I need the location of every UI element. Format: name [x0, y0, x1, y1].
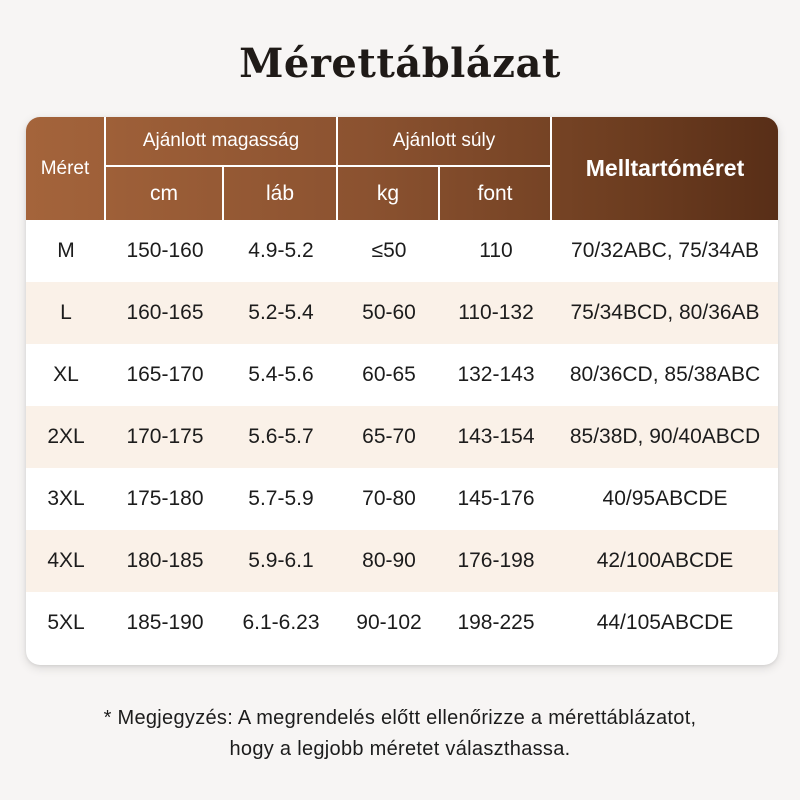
- table-row: [26, 592, 778, 654]
- divider: [336, 117, 338, 220]
- table-row: [26, 468, 778, 530]
- cell-bra-size: 44/105ABCDE: [596, 611, 734, 634]
- cell-height-ft: 6.1-6.23: [242, 611, 320, 634]
- table-row: [26, 220, 778, 282]
- cell-bra-size: 70/32ABC, 75/34AB: [571, 239, 759, 262]
- header-weight-lb: font: [477, 181, 513, 205]
- divider: [104, 117, 106, 220]
- cell-bra-size: 85/38D, 90/40ABCD: [569, 425, 761, 448]
- cell-height-cm: 170-175: [126, 425, 204, 448]
- cell-height-ft: 5.2-5.4: [248, 301, 314, 324]
- cell-bra-size: 75/34BCD, 80/36AB: [570, 301, 760, 324]
- cell-weight-lb: 198-225: [457, 611, 535, 634]
- header-weight-group: Ajánlott súly: [392, 130, 496, 151]
- cell-height-cm: 150-160: [126, 239, 204, 262]
- header-height-cm: cm: [150, 181, 178, 205]
- cell-size: XL: [53, 363, 79, 386]
- cell-weight-lb: 110: [479, 239, 513, 262]
- cell-height-ft: 5.4-5.6: [248, 363, 314, 386]
- table-header: [26, 117, 778, 220]
- table-row: [26, 282, 778, 344]
- cell-height-ft: 5.6-5.7: [248, 425, 314, 448]
- header-height-group: Ajánlott magasság: [142, 130, 300, 151]
- cell-size: 2XL: [47, 425, 85, 448]
- cell-height-ft: 5.9-6.1: [248, 549, 314, 572]
- cell-weight-kg: ≤50: [371, 239, 407, 262]
- cell-weight-lb: 132-143: [457, 363, 535, 386]
- header-bra: Melltartóméret: [585, 155, 745, 181]
- cell-weight-kg: 50-60: [362, 301, 416, 324]
- cell-weight-kg: 80-90: [362, 549, 416, 572]
- cell-bra-size: 80/36CD, 85/38ABC: [569, 363, 761, 386]
- cell-size: L: [60, 301, 72, 324]
- cell-weight-lb: 143-154: [457, 425, 535, 448]
- cell-weight-kg: 65-70: [362, 425, 416, 448]
- cell-weight-kg: 70-80: [362, 487, 416, 510]
- cell-size: 3XL: [47, 487, 85, 510]
- header-size: Méret: [40, 157, 90, 179]
- footnote: [0, 703, 800, 765]
- divider: [106, 165, 550, 167]
- cell-bra-size: 42/100ABCDE: [596, 549, 734, 572]
- table-row: [26, 344, 778, 406]
- divider: [222, 167, 224, 220]
- cell-weight-lb: 145-176: [457, 487, 535, 510]
- cell-bra-size: 40/95ABCDE: [602, 487, 728, 510]
- size-chart-table: [26, 117, 778, 665]
- cell-weight-lb: 176-198: [457, 549, 535, 572]
- header-height-ft: láb: [265, 181, 295, 205]
- page-title: Mérettáblázat: [239, 40, 561, 87]
- cell-size: 5XL: [47, 611, 85, 634]
- divider: [438, 167, 440, 220]
- table-row: [26, 406, 778, 468]
- table-row: [26, 530, 778, 592]
- divider: [550, 117, 552, 220]
- cell-height-cm: 180-185: [126, 549, 204, 572]
- cell-height-cm: 175-180: [126, 487, 204, 510]
- cell-weight-lb: 110-132: [458, 301, 534, 324]
- header-weight-kg: kg: [376, 181, 400, 205]
- cell-size: M: [57, 239, 75, 262]
- cell-height-cm: 185-190: [126, 611, 204, 634]
- cell-height-cm: 160-165: [126, 301, 204, 324]
- footnote-line: hogy a legjobb méretet választhassa.: [229, 738, 571, 760]
- cell-weight-kg: 60-65: [362, 363, 416, 386]
- cell-size: 4XL: [47, 549, 85, 572]
- cell-height-ft: 4.9-5.2: [248, 239, 314, 262]
- footnote-line: * Megjegyzés: A megrendelés előtt ellenőrizze a mérettáblázatot,: [103, 707, 697, 729]
- cell-height-ft: 5.7-5.9: [248, 487, 314, 510]
- cell-height-cm: 165-170: [126, 363, 204, 386]
- cell-weight-kg: 90-102: [356, 611, 422, 634]
